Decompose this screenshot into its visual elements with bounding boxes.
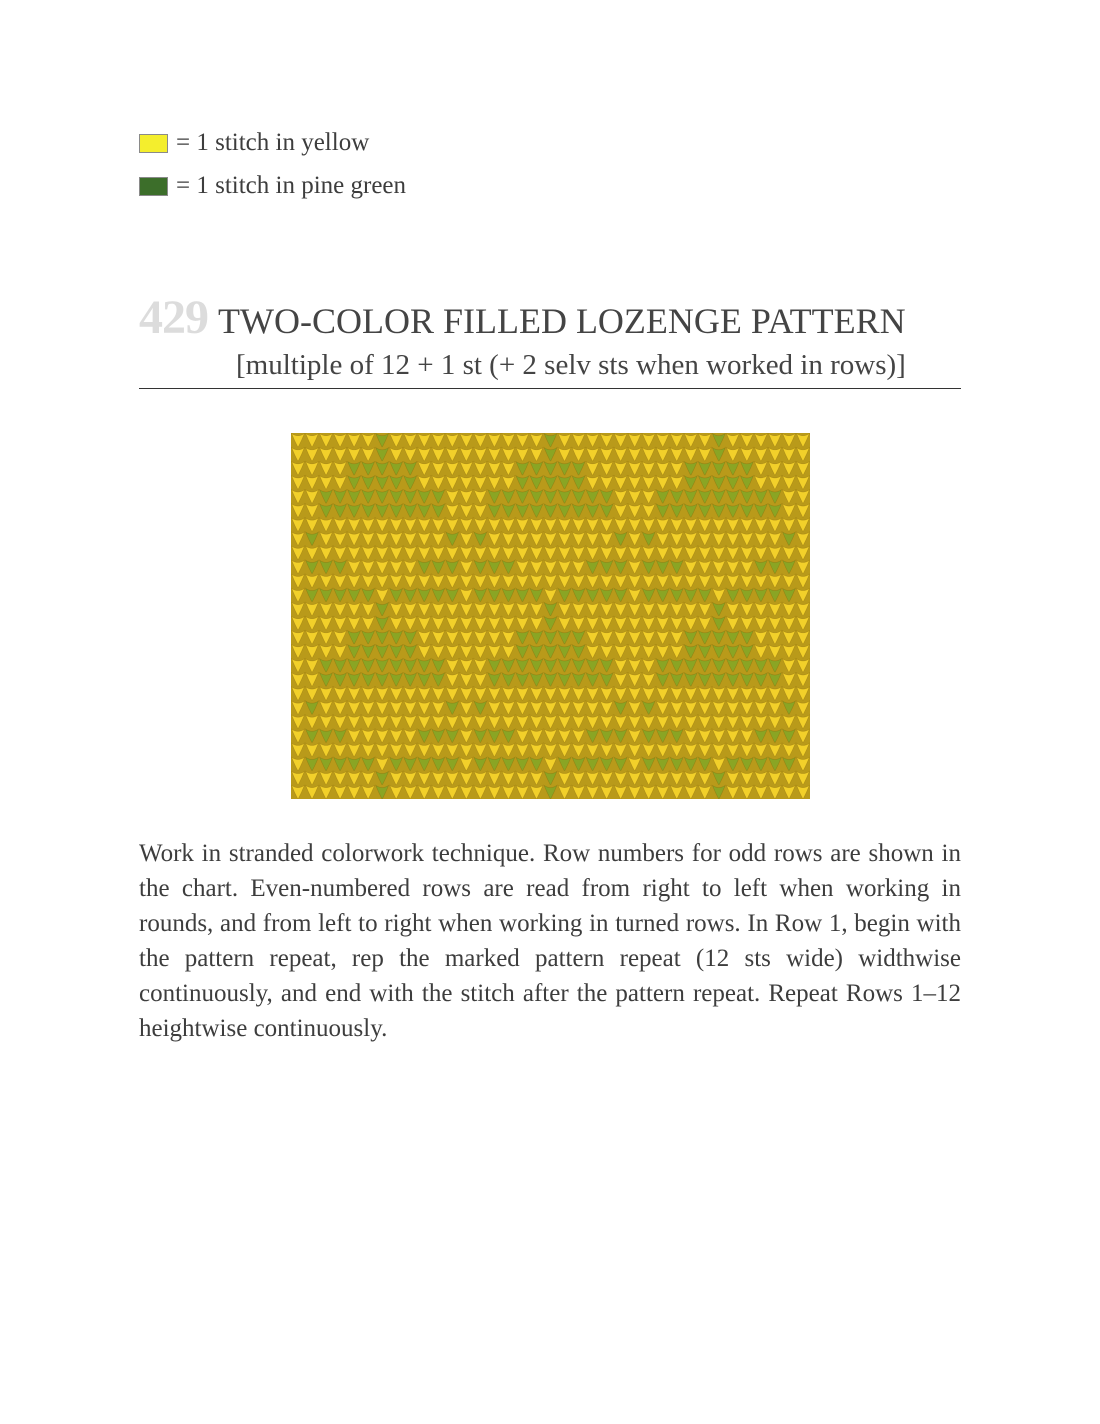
pattern-number: 429 [139,291,208,344]
knitted-swatch-image [291,433,810,799]
legend-item-green [139,171,406,201]
green-swatch [139,177,168,196]
instructions-text: Work in stranded colorwork technique. Row numbers for odd rows are shown in the chart. Even-numbered rows are read from right to left when working in rounds, and from left to right when working in turned rows. In Row 1, begin with the pattern repeat, rep the marked pattern repeat (12 sts wide) widthwise continuously, and end with the stitch after the pattern repeat. Repeat Rows 1–12 heightwise continuously. [139,840,961,1042]
yellow-swatch [139,134,168,153]
legend-label-yellow: = 1 stitch in yellow [176,129,370,156]
pattern-heading [139,290,961,389]
legend-item-yellow [139,128,406,158]
legend-label-green: = 1 stitch in pine green [176,172,407,199]
knitted-swatch-photo [291,433,810,799]
pattern-title: TWO-COLOR FILLED LOZENGE PATTERN [218,301,906,341]
color-legend [139,128,406,214]
heading-divider [139,388,961,389]
pattern-subtitle: [multiple of 12 + 1 st (+ 2 selv sts when worked in rows)] [236,349,906,381]
title-line [139,290,961,345]
